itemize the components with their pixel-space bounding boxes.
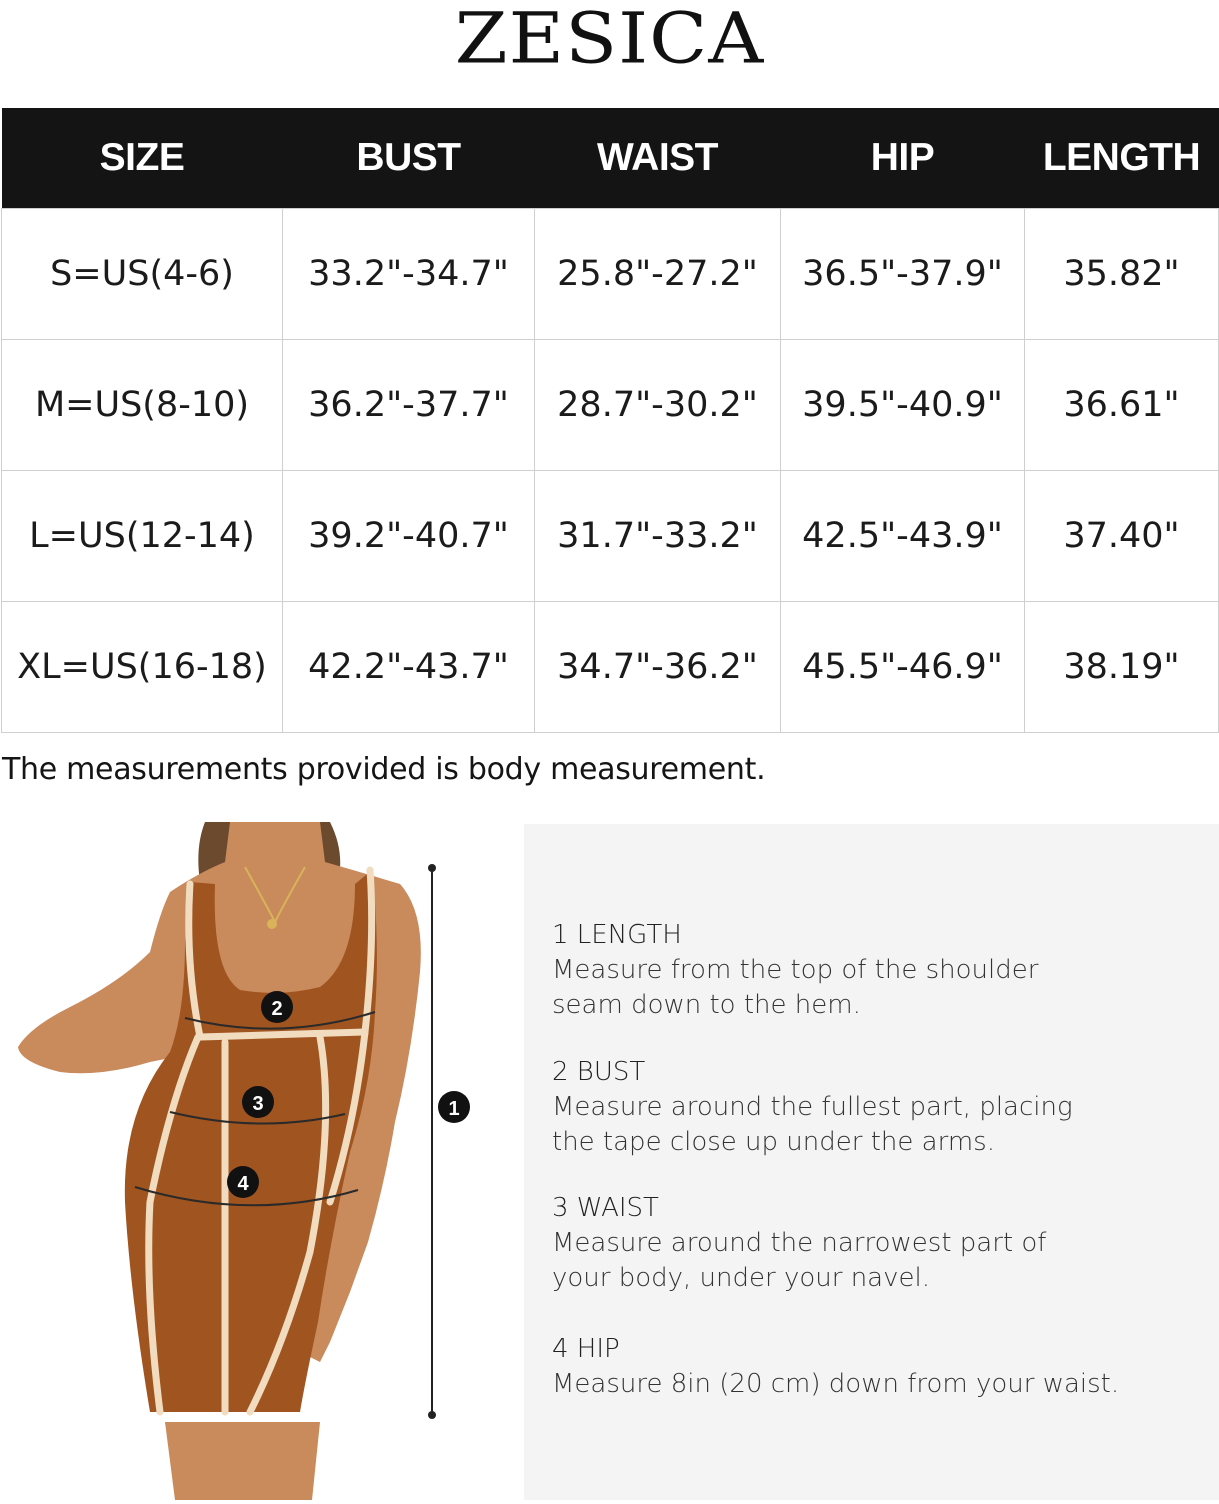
measurement-note: The measurements provided is body measurement.	[2, 752, 766, 787]
cell-hip: 45.5"-46.9"	[781, 602, 1025, 733]
cell-waist: 31.7"-33.2"	[535, 471, 781, 602]
size-chart-table	[1, 108, 1219, 733]
svg-text:1: 1	[448, 1098, 460, 1120]
cell-bust: 39.2"-40.7"	[283, 471, 535, 602]
cell-size: M=US(8-10)	[2, 340, 283, 471]
header-bust: BUST	[283, 108, 535, 209]
svg-text:4: 4	[237, 1173, 249, 1195]
pendant-shape	[267, 919, 277, 929]
guide-hip	[552, 1332, 1192, 1402]
length-line-top-dot	[428, 864, 436, 872]
size-chart-header-row	[2, 108, 1219, 209]
cell-bust: 42.2"-43.7"	[283, 602, 535, 733]
cell-size: L=US(12-14)	[2, 471, 283, 602]
cell-length: 35.82"	[1025, 209, 1219, 340]
guide-waist	[552, 1191, 1192, 1296]
guide-title: 2 BUST	[552, 1057, 646, 1087]
table-row	[2, 209, 1219, 340]
marker-3	[242, 1086, 274, 1118]
guide-desc: Measure 8in (20 cm) down from your waist.	[552, 1369, 1120, 1399]
cell-length: 36.61"	[1025, 340, 1219, 471]
guide-bust	[552, 1055, 1192, 1160]
guide-title: 3 WAIST	[552, 1193, 659, 1223]
table-row	[2, 340, 1219, 471]
measurement-guide-panel	[524, 824, 1219, 1500]
cell-waist: 34.7"-36.2"	[535, 602, 781, 733]
table-row	[2, 471, 1219, 602]
cell-waist: 25.8"-27.2"	[535, 209, 781, 340]
svg-text:2: 2	[271, 998, 283, 1020]
cell-length: 37.40"	[1025, 471, 1219, 602]
length-line-bottom-dot	[428, 1411, 436, 1419]
guide-desc: Measure around the narrowest part of your body, under your navel.	[552, 1228, 1047, 1293]
cell-size: S=US(4-6)	[2, 209, 283, 340]
header-length: LENGTH	[1025, 108, 1219, 209]
legs-shape	[165, 1422, 320, 1500]
marker-1	[438, 1091, 470, 1123]
cell-hip: 36.5"-37.9"	[781, 209, 1025, 340]
table-row	[2, 602, 1219, 733]
marker-2	[261, 991, 293, 1023]
cell-size: XL=US(16-18)	[2, 602, 283, 733]
header-hip: HIP	[781, 108, 1025, 209]
brand-logo: ZESICA	[454, 0, 765, 80]
marker-4	[227, 1166, 259, 1198]
cell-hip: 39.5"-40.9"	[781, 340, 1025, 471]
guide-desc: Measure around the fullest part, placing the tape close up under the arms.	[552, 1092, 1073, 1157]
header-waist: WAIST	[535, 108, 781, 209]
dress-illustration	[0, 822, 520, 1500]
guide-title: 4 HIP	[552, 1334, 620, 1364]
model-figure	[0, 822, 520, 1500]
svg-text:3: 3	[252, 1093, 264, 1115]
cell-waist: 28.7"-30.2"	[535, 340, 781, 471]
header-size: SIZE	[2, 108, 283, 209]
guide-desc: Measure from the top of the shoulder seam down to the hem.	[552, 955, 1039, 1020]
guide-length	[552, 918, 1192, 1023]
cell-length: 38.19"	[1025, 602, 1219, 733]
cell-bust: 36.2"-37.7"	[283, 340, 535, 471]
cell-bust: 33.2"-34.7"	[283, 209, 535, 340]
cell-hip: 42.5"-43.9"	[781, 471, 1025, 602]
guide-title: 1 LENGTH	[552, 920, 682, 950]
